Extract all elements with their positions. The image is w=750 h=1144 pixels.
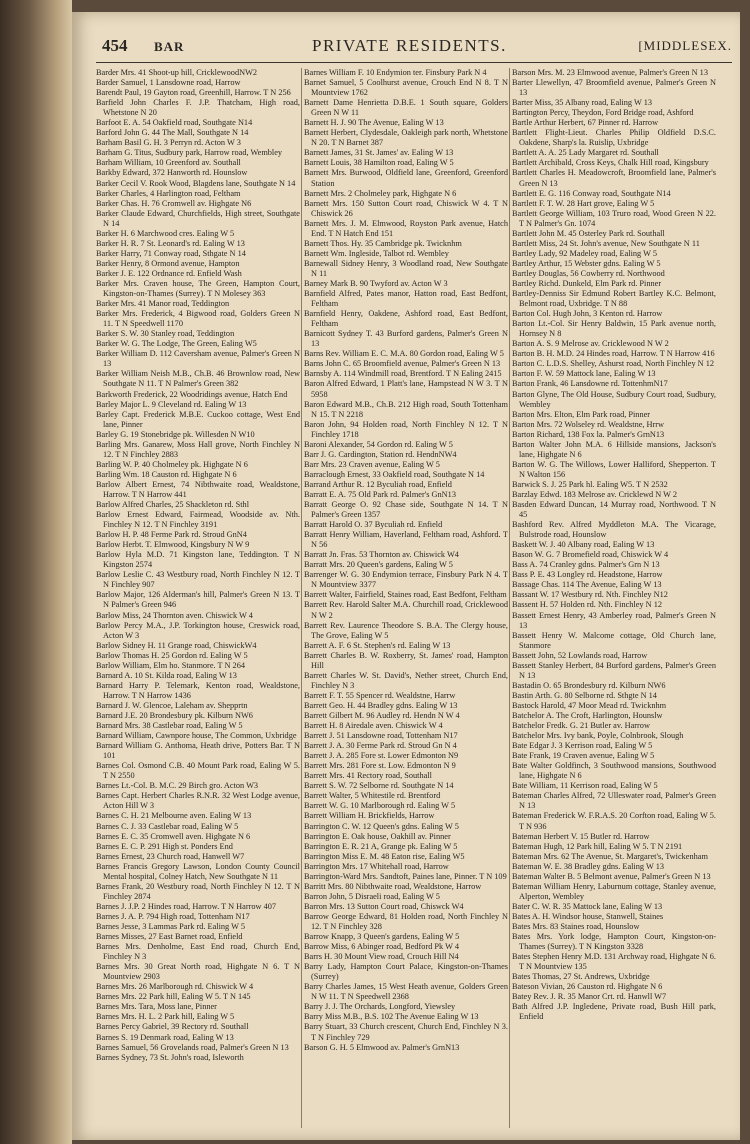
directory-entry: Barley G. 19 Stonebridge pk. Willesden N W10 bbox=[96, 429, 255, 439]
directory-entry: Bate Walter Goldfinch, 3 Southwood mansions, Southwood lane, Highgate N 6 bbox=[512, 761, 716, 781]
directory-entry: Barlow William, Elm ho. Stanmore. T N 264 bbox=[96, 660, 245, 670]
directory-entry: Bateman Herbert V. 15 Butler rd. Harrow bbox=[512, 831, 650, 841]
column-3 bbox=[512, 68, 716, 1132]
directory-entry: Barnett Mrs. 2 Cholmeley park, Highgate N 6 bbox=[304, 188, 457, 198]
directory-entry: Barrett Mrs. 41 Rectory road, Southall bbox=[304, 771, 432, 781]
directory-entry: Barendt Paul, 19 Gayton road, Greenhill, Harrow. T N 256 bbox=[96, 88, 291, 98]
directory-entry: Barker Mrs. 41 Manor road, Teddington bbox=[96, 299, 230, 309]
directory-entry: Barnes J. A. P. 794 High road, Tottenham N17 bbox=[96, 911, 250, 921]
directory-entry: Barratt Jn. Fras. 53 Thornton av. Chiswick W4 bbox=[304, 550, 459, 560]
directory-entry: Barnes Lt.-Col. B. M.C. 29 Birch gro. Acton W3 bbox=[96, 781, 259, 791]
directory-entry: Barnett Mrs. 150 Sutton Court road, Chiswick W 4. T N Chiswick 26 bbox=[304, 198, 508, 218]
directory-entry: Barker Henry, 8 Ormond avenue, Hampton bbox=[96, 258, 240, 268]
directory-entry: Barnes Jesse, 3 Lammas Park rd. Ealing W 5 bbox=[96, 921, 246, 931]
directory-entry: Barwick S. J. 25 Park hl. Ealing W5. T N 2532 bbox=[512, 479, 668, 489]
directory-entry: Barfoot E. A. 54 Oakfield road, Southgate N14 bbox=[96, 118, 253, 128]
directory-entry: Barnard William, Cawnpore house, The Common, Uxbridge bbox=[96, 731, 297, 741]
directory-entry: Barrow Knapp, 3 Queen's gardens, Ealing W 5 bbox=[304, 932, 460, 942]
directory-entry: Bartley-Denniss Sir Edmund Robert Bartley K.C. Belmont, Belmont road, Uxbridge. T N 88 bbox=[512, 289, 716, 309]
directory-entry: Bateson Vivian, 26 Causton rd. Highgate N 6 bbox=[512, 982, 663, 992]
directory-entry: Barnard Harry P. Telemark, Kenton road, Wealdstone, Harrow. T N Harrow 1436 bbox=[96, 680, 300, 700]
directory-entry: Barnett Thos. Hy. 35 Cambridge pk. Twicknhm bbox=[304, 238, 462, 248]
directory-entry: Bartlett A. A. 25 Lady Margaret rd. Southall bbox=[512, 148, 659, 158]
directory-entry: Batchelor Fredk. G. 21 Butler av. Harrow bbox=[512, 721, 650, 731]
directory-entry: Barker Mrs. Craven house, The Green, Hampton Court, Kingston-on-Thames (Surrey). T N Molesey 363 bbox=[96, 278, 300, 299]
directory-entry: Barham Basil G. H. 3 Perryn rd. Acton W 3 bbox=[96, 138, 241, 148]
directory-entry: Barnes Mrs. H. L. 2 Park hill, Ealing W 5 bbox=[96, 1012, 235, 1022]
directory-entry: Barton Mrs. Elton, Elm Park road, Pinner bbox=[512, 409, 651, 419]
directory-entry: Barker Claude Edward, Churchfields, High street, Southgate N 14 bbox=[96, 208, 300, 228]
directory-entry: Bate Edgar J. 3 Kerrison road, Ealing W 5 bbox=[512, 741, 653, 751]
directory-entry: Barker Charles, 4 Harlington road, Feltham bbox=[96, 188, 241, 198]
directory-entry: Barraclough Ernest, 33 Oakfield road, Southgate N 14 bbox=[304, 469, 485, 479]
directory-entry: Bateman Charles Alfred, 72 Ulleswater road, Palmer's Green N 13 bbox=[512, 791, 716, 811]
directory-entry: Barrand Arthur R. 12 Byculiah road, Enfield bbox=[304, 479, 452, 489]
page-county: [MIDDLESEX. bbox=[638, 38, 732, 53]
directory-entry: Barrenger W. G. 30 Endymion terrace, Finsbury Park N 4. T N Mountview 3377 bbox=[304, 570, 508, 590]
directory-page bbox=[72, 12, 740, 1140]
directory-entry: Baskett W. J. 40 Albany road, Ealing W 13 bbox=[512, 540, 655, 550]
directory-entry: Barrow Miss, 6 Abinger road, Bedford Pk W 4 bbox=[304, 942, 460, 952]
directory-entry: Bastin Arth. G. 80 Selborne rd. Sthgte N 14 bbox=[512, 690, 657, 700]
directory-entry: Barton Walter John M.A. 6 Hillside mansions, Jackson's lane, Highgate N 6 bbox=[512, 439, 716, 459]
directory-entry: Barton Mrs. 72 Wolseley rd. Wealdstne, Hrrw bbox=[512, 419, 665, 429]
directory-entry: Bass P. E. 43 Longley rd. Headstone, Harrow bbox=[512, 570, 663, 580]
directory-entry: Barnard A. 10 St. Kilda road, Ealing W 13 bbox=[96, 670, 237, 680]
directory-entry: Barron Mrs. 13 Sutton Court road, Chiswck W4 bbox=[304, 901, 464, 911]
directory-entry: Barnes Mrs. 22 Park hill, Ealing W 5. T N 145 bbox=[96, 992, 251, 1002]
column-2 bbox=[304, 68, 508, 1132]
directory-entry: Barnett Herbert, Clydesdale, Oakleigh park north, Whetstone N 20. T N Barnet 387 bbox=[304, 128, 508, 148]
directory-entry: Barnes Mrs. Tara, Moss lane, Pinner bbox=[96, 1002, 217, 1012]
directory-entry: Barnett H. J. 90 The Avenue, Ealing W 13 bbox=[304, 118, 444, 128]
directory-entry: Barnicott Sydney T. 43 Burford gardens, Palmer's Green N 13 bbox=[304, 329, 508, 349]
directory-entry: Baron John, 94 Holden road, North Finchley N 12. T N Finchley 1718 bbox=[304, 419, 508, 439]
directory-entry: Barzlay Edwd. 183 Melrose av. Cricklewd N W 2 bbox=[512, 489, 678, 499]
directory-entry: Barrett Charles W. St. David's, Nether street, Church End, Finchley N 3 bbox=[304, 670, 508, 690]
directory-entry: Barnett Dame Henrietta D.B.E. 1 South square, Golders Green N W 11 bbox=[304, 98, 508, 118]
directory-entry: Barley Capt. Frederick M.B.E. Cuckoo cottage, West End lane, Pinner bbox=[96, 409, 300, 429]
directory-entry: Barson G. H. 5 Elmwood av. Palmer's GrnN13 bbox=[304, 1042, 460, 1052]
directory-entry: Bartlett John M. 45 Osterley Park rd. Southall bbox=[512, 228, 665, 238]
directory-entry: Bates Mrs. 83 Staines road, Hounslow bbox=[512, 921, 640, 931]
directory-entry: Bath Alfred J.P. Ingledene, Private road, Bush Hill park, Enfield bbox=[512, 1002, 716, 1022]
directory-entry: Barnsby A. 114 Windmill road, Brentford. T N Ealing 2415 bbox=[304, 369, 502, 379]
directory-entry: Barker Chas. H. 76 Cromwell av. Highgate N6 bbox=[96, 198, 252, 208]
directory-entry: Barnes Misses, 27 East Barnet road, Enfield bbox=[96, 932, 243, 942]
directory-entry: Barnett Mrs. J. M. Elmwood, Royston Park avenue, Hatch End. T N Hatch End 151 bbox=[304, 218, 508, 238]
directory-entry: Bate William, 11 Kerrison road, Ealing W 5 bbox=[512, 781, 658, 791]
directory-entry: Barnes J. J.P. 2 Hindes road, Harrow. T N Harrow 407 bbox=[96, 901, 277, 911]
directory-entry: Barnfield Henry, Oakdene, Ashford road, East Bedfont, Feltham bbox=[304, 309, 508, 329]
directory-entry: Barrett Mrs. 281 Fore st. Low. Edmonton N 9 bbox=[304, 761, 456, 771]
directory-entry: Barlow Hyla M.D. 71 Kingston lane, Teddington. T N Kingston 2574 bbox=[96, 550, 300, 570]
directory-entry: Barrington E. Oak house, Oakhill av. Pinner bbox=[304, 831, 451, 841]
directory-entry: Barnes Mrs. 26 Marlborough rd. Chiswick W 4 bbox=[96, 982, 254, 992]
directory-entry: Bates Stephen Henry M.D. 131 Archway road, Highgate N 6. T N Mountview 135 bbox=[512, 952, 716, 972]
directory-entry: Barnes Capt. Herbert Charles R.N.R. 32 West Lodge avenue, Acton Hill W 3 bbox=[96, 791, 300, 811]
directory-entry: Barrett William H. Brickfields, Harrow bbox=[304, 811, 435, 821]
directory-entry: Basden Edward Duncan, 14 Murray road, Northwood. T N 45 bbox=[512, 500, 716, 520]
directory-entry: Barley Major L. 9 Cleveland rd. Ealing W 13 bbox=[96, 399, 247, 409]
directory-entry: Barder Samuel, 1 Lansdowne road, Harrow bbox=[96, 78, 241, 88]
directory-entry: Bartlett F. T. W. 28 Hart grove, Ealing W 5 bbox=[512, 198, 655, 208]
directory-entry: Barnes Mrs. Denholme, East End road, Church End, Finchley N 3 bbox=[96, 942, 300, 962]
directory-entry: Bartle Arthur Herbert, 67 Pinner rd. Harrow bbox=[512, 118, 659, 128]
directory-entry: Barker H. 6 Marchwood cres. Ealing W 5 bbox=[96, 228, 235, 238]
directory-entry: Barnes E. C. P. 291 High st. Ponders End bbox=[96, 841, 233, 851]
directory-entry: Barling Mrs. Ganarew, Moss Hall grove, North Finchley N 12. T N Finchley 2883 bbox=[96, 439, 300, 459]
directory-entry: Barnes William F. 10 Endymion ter. Finsbury Park N 4 bbox=[304, 68, 487, 77]
directory-entry: Barnard Mrs. 38 Castlebar road, Ealing W 5 bbox=[96, 721, 243, 731]
directory-entry: Barry Lady, Hampton Court Palace, Kingston-on-Thames (Surrey) bbox=[304, 962, 508, 982]
column-1 bbox=[96, 68, 300, 1132]
directory-entry: Barker Mrs. Frederick, 4 Bigwood road, Golders Green N 11. T N Speedwell 1170 bbox=[96, 309, 300, 329]
directory-entry: Barry Stuart, 33 Church crescent, Church End, Finchley N 3. T N Finchley 729 bbox=[304, 1022, 508, 1042]
directory-entry: Barnes E. C. 35 Cromwell aven. Highgate N 6 bbox=[96, 831, 251, 841]
page-abbreviation: BAR bbox=[154, 39, 185, 54]
directory-entry: Barlow Sidney H. 11 Grange road, ChiswickW4 bbox=[96, 640, 257, 650]
directory-entry: Barrington Miss E. M. 48 Eaton rise, Ealing W5 bbox=[304, 851, 465, 861]
directory-entry: Bastadin O. 65 Brondesbury rd. Kilburn NW6 bbox=[512, 680, 666, 690]
directory-entry: Bartlett E. G. 116 Conway road, Southgate N14 bbox=[512, 188, 671, 198]
directory-entry: Bastock Harold, 47 Moor Mead rd. Twicknhm bbox=[512, 700, 667, 710]
directory-entry: Barton A. S. 9 Melrose av. Cricklewood N W 2 bbox=[512, 339, 669, 349]
directory-entry: Barratt George O. 92 Chase side, Southgate N 14. T N Palmer's Green 1357 bbox=[304, 500, 508, 520]
column-divider bbox=[509, 68, 510, 1128]
directory-entry: Bassett Henry W. Malcome cottage, Old Church lane, Stanmore bbox=[512, 630, 716, 650]
directory-entry: Barnewall Sidney Henry, 3 Woodland road, New Southgate N 11 bbox=[304, 258, 508, 278]
directory-entry: Bashford Rev. Alfred Myddleton M.A. The Vicarage, Bulstrode road, Hounslow bbox=[512, 520, 716, 540]
directory-entry: Barnett James, 31 St. James' av. Ealing W 13 bbox=[304, 148, 454, 158]
directory-entry: Bates Thomas, 27 St. Andrews, Uxbridge bbox=[512, 972, 650, 982]
directory-entry: Barr J. G. Cardington, Station rd. HendnNW4 bbox=[304, 449, 457, 459]
directory-entry: Barkworth Frederick, 22 Woodridings avenue, Hatch End bbox=[96, 389, 288, 399]
directory-entry: Baron Edward M.B., Ch.B. 212 High road, South Tottenham N 15. T N 2218 bbox=[304, 399, 508, 419]
directory-entry: Barney Mark B. 90 Twyford av. Acton W 3 bbox=[304, 278, 448, 288]
directory-entry: Barnes Samuel, 56 Grovelands road, Palmer's Green N 13 bbox=[96, 1042, 289, 1052]
directory-entry: Barrington-Ward Mrs. Sandtoft, Paines lane, Pinner. T N 109 bbox=[304, 871, 507, 881]
directory-entry: Barlow Ernest Edward, Fairmead, Woodside av. Nth. Finchley N 12. T N Finchley 3191 bbox=[96, 510, 300, 530]
directory-entry: Barnes Francis Gregory Lawson, London County Council Mental hospital, Colney Hatch, New Southgate N 11 bbox=[96, 861, 300, 881]
directory-entry: Barrett F. T. 55 Spencer rd. Wealdstne, Harrw bbox=[304, 690, 456, 700]
directory-entry: Barnes Ernest, 23 Church road, Hanwell W7 bbox=[96, 851, 245, 861]
directory-entry: Bass A. 74 Cranley gdns. Palmer's Grn N 13 bbox=[512, 560, 660, 570]
directory-entry: Barrett Rev. Harold Salter M.A. Churchill road, Cricklewood N W 2 bbox=[304, 600, 508, 620]
directory-entry: Barron John, 5 Disraeli road, Ealing W 5 bbox=[304, 891, 440, 901]
directory-entry: Barrett Geo. H. 44 Bradley gdns. Ealing W 13 bbox=[304, 700, 458, 710]
directory-entry: Bason W. G. 7 Bromefield road, Chiswick W 4 bbox=[512, 550, 669, 560]
directory-entry: Bartley Douglas, 56 Cowberry rd. Northwood bbox=[512, 268, 665, 278]
directory-entry: Barrett S. W. 72 Selborne rd. Southgate N 14 bbox=[304, 781, 454, 791]
directory-entry: Barratt Mrs. 20 Queen's gardens, Ealing W 5 bbox=[304, 560, 453, 570]
directory-entry: Barrett Rev. Laurence Theodore S. B.A. The Clergy house, The Grove, Ealing W 5 bbox=[304, 620, 508, 640]
directory-entry: Barford John G. 44 The Mall, Southgate N 14 bbox=[96, 128, 249, 138]
directory-entry: Barnes Col. Osmond C.B. 40 Mount Park road, Ealing W 5. T N 2550 bbox=[96, 761, 300, 781]
directory-entry: Barlow Thomas H. 25 Gordon rd. Ealing W 5 bbox=[96, 650, 248, 660]
directory-entry: Barton Richard, 138 Fox la. Palmer's GrnN13 bbox=[512, 429, 665, 439]
directory-entry: Barker William Neish M.B., Ch.B. 46 Brownlow road, New Southgate N 11. T N Palmer's Green 382 bbox=[96, 369, 300, 389]
directory-entry: Barnes C. J. 33 Castlebar road, Ealing W 5 bbox=[96, 821, 239, 831]
directory-entry: Barrett A. F. 6 St. Stephen's rd. Ealing W 13 bbox=[304, 640, 451, 650]
directory-entry: Bateman Frederick W. F.R.A.S. 20 Corfton road, Ealing W 5. T N 936 bbox=[512, 811, 716, 831]
directory-entry: Barlow Percy M.A., J.P. Torkington house, Creswick road, Acton W 3 bbox=[96, 620, 300, 640]
directory-entry: Bartley Arthur, 15 Webster gdns. Ealing W 5 bbox=[512, 258, 661, 268]
directory-entry: Barton B. H. M.D. 24 Hindes road, Harrow. T N Harrow 416 bbox=[512, 349, 715, 359]
directory-entry: Bartlett George William, 103 Truro road, Wood Green N 22. T N Palmer's Gn. 1074 bbox=[512, 208, 716, 228]
directory-entry: Barter Llewellyn, 47 Broomfield avenue, Palmer's Green N 13 bbox=[512, 78, 716, 98]
directory-entry: Barnett Mrs. Burwood, Oldfield lane, Greenford, Greenford Station bbox=[304, 168, 508, 188]
directory-entry: Barns Rev. William E. C. M.A. 80 Gordon road, Ealing W 5 bbox=[304, 349, 504, 359]
directory-entry: Bassage Chas. 114 The Avenue, Ealing W 13 bbox=[512, 580, 662, 590]
directory-entry: Barrs H. 30 Mount View road, Crouch Hill N4 bbox=[304, 952, 459, 962]
directory-entry: Bartlett Flight-Lieut. Charles Philip Oldfield D.S.C. Oakdene, Sharp's la. Ruislip, Uxbridge bbox=[512, 128, 716, 148]
directory-entry: Barrett J. A. 30 Ferme Park rd. Stroud Gn N 4 bbox=[304, 741, 457, 751]
directory-entry: Barham G. Titus, Sudbury park, Harrow road, Wembley bbox=[96, 148, 283, 158]
directory-entry: Bartley Richd. Dunkeld, Elm Park rd. Pinner bbox=[512, 278, 662, 288]
directory-entry: Batchelor A. The Croft, Harlington, Hounslw bbox=[512, 711, 663, 720]
directory-entry: Bateman Hugh, 12 Park hill, Ealing W 5. T N 2191 bbox=[512, 841, 683, 851]
directory-entry: Bateman W. E. 38 Bradley gdns. Ealing W 13 bbox=[512, 861, 665, 871]
page-number: 454 bbox=[102, 36, 128, 55]
directory-entry: Barton Frank, 46 Lansdowne rd. TottenhmN17 bbox=[512, 379, 668, 389]
directory-entry: Barns John C. 65 Broomfield avenue, Palmer's Green N 13 bbox=[304, 359, 501, 369]
directory-entry: Bates Mrs. York lodge, Hampton Court, Kingston-on-Thames (Surrey). T N Kingston 3328 bbox=[512, 932, 716, 952]
directory-entry: Bassent H. 57 Holden rd. Nth. Finchley N 12 bbox=[512, 600, 663, 610]
directory-entry: Batey Rev. J. R. 35 Manor Crt. rd. Hanwll W7 bbox=[512, 992, 667, 1002]
directory-entry: Barnett Wm. Ingleside, Talbot rd. Wembley bbox=[304, 248, 449, 258]
directory-entry: Barnard J.E. 20 Brondesbury pk. Kilburn NW6 bbox=[96, 711, 253, 720]
directory-entry: Barker S. W. 30 Stanley road, Teddington bbox=[96, 329, 235, 339]
directory-entry: Bartington Percy, Theydon, Ford Bridge road, Ashford bbox=[512, 108, 694, 118]
directory-entry: Barlow Albert Ernest, 74 Nibthwaite road, Wealdstone, Harrow. T N Harrow 441 bbox=[96, 479, 300, 499]
directory-entry: Barlow Miss, 24 Thornton aven. Chiswick W 4 bbox=[96, 610, 253, 620]
book-spine-shadow bbox=[0, 0, 72, 1144]
directory-entry: Barton W. G. The Willows, Lower Halliford, Shepperton. T N Walton 156 bbox=[512, 459, 716, 479]
directory-entry: Bartlett Archibald, Cross Keys, Chalk Hill road, Kingsbury bbox=[512, 158, 709, 168]
directory-entry: Barson Mrs. M. 23 Elmwood avenue, Palmer's Green N 13 bbox=[512, 68, 708, 77]
directory-entry: Barlow Alfred Charles, 25 Shackleton rd. Sthl bbox=[96, 500, 250, 510]
directory-entry: Batchelor Mrs. Ivy bank, Poyle, Colnbrook, Slough bbox=[512, 731, 684, 741]
directory-entry: Barrington Mrs. 17 Whitehall road, Harrow bbox=[304, 861, 449, 871]
directory-entry: Barnes Percy Gabriel, 39 Rectory rd. Southall bbox=[96, 1022, 249, 1032]
directory-entry: Barratt E. A. 75 Old Park rd. Palmer's GnN13 bbox=[304, 489, 456, 499]
directory-entry: Barratt Henry William, Haverland, Feltham road, Ashford. T N 56 bbox=[304, 530, 508, 550]
directory-entry: Barlow Herbt. T. Elmwood, Kingsbury N W 9 bbox=[96, 540, 250, 550]
directory-entry: Bartlett Charles H. Meadowcroft, Broomfield lane, Palmer's Green N 13 bbox=[512, 168, 716, 188]
directory-entry: Bassant W. 17 Westbury rd. Nth. Finchley N12 bbox=[512, 590, 668, 600]
directory-entry: Barrett Walter, Fairfield, Staines road, East Bedfont, Feltham bbox=[304, 590, 507, 600]
directory-entry: Barrett Walter, 5 Whitestile rd. Brentford bbox=[304, 791, 441, 801]
directory-entry: Bates A. H. Windsor house, Stanwell, Staines bbox=[512, 911, 664, 921]
directory-entry: Barrett J. 51 Lansdowne road, Tottenham N17 bbox=[304, 731, 458, 741]
directory-entry: Bassett Stanley Herbert, 84 Burford gardens, Palmer's Green N 13 bbox=[512, 660, 716, 680]
directory-entry: Barton Glyne, The Old House, Sudbury Court road, Sudbury, Wembley bbox=[512, 389, 716, 409]
directory-entry: Bassett Ernest Henry, 43 Amberley road, Palmer's Green N 13 bbox=[512, 610, 716, 630]
page-header bbox=[102, 34, 732, 62]
directory-entry: Barrett J. A. 285 Fore st. Lower Edmonton N9 bbox=[304, 751, 459, 761]
directory-entry: Barrett Gilbert M. 96 Audley rd. Hendn N W 4 bbox=[304, 711, 460, 720]
directory-entry: Barry Charles James, 15 West Heath avenue, Golders Green N W 11. T N Speedwell 2368 bbox=[304, 982, 508, 1002]
directory-entry: Barnet Samuel, 5 Coolhurst avenue, Crouch End N 8. T N Mountview 1762 bbox=[304, 78, 508, 98]
directory-entry: Barter Miss, 35 Albany road, Ealing W 13 bbox=[512, 98, 653, 108]
directory-entry: Barnard J. W. Glencoe, Laleham av. Shepprtn bbox=[96, 700, 248, 710]
directory-entry: Barnes Frank, 20 Westbury road, North Finchley N 12. T N Finchley 2874 bbox=[96, 881, 300, 901]
directory-entry: Barnes Sydney, 73 St. John's road, Isleworth bbox=[96, 1052, 244, 1062]
directory-entry: Barrow George Edward, 81 Holden road, North Finchley N 12. T N Finchley 328 bbox=[304, 911, 508, 931]
directory-entry: Bateman Mrs. 62 The Avenue, St. Margaret's, Twickenham bbox=[512, 851, 708, 861]
directory-entry: Barnes Mrs. 30 Great North road, Highgate N 6. T N Mountview 2903 bbox=[96, 962, 300, 982]
directory-entry: Barling W. P. 40 Cholmeley pk. Highgate N 6 bbox=[96, 459, 248, 469]
directory-entry: Barton C. L.D.S. Shelley, Ashurst road, North Finchley N 12 bbox=[512, 359, 715, 369]
directory-entry: Barling Wm. 18 Causton rd. Highgate N 6 bbox=[96, 469, 237, 479]
directory-entry: Barry Miss M.B., B.S. 102 The Avenue Ealing W 13 bbox=[304, 1012, 479, 1022]
directory-entry: Barrett W. G. 10 Marlborough rd. Ealing W 5 bbox=[304, 801, 456, 811]
directory-entry: Barder Mrs. 41 Shoot-up hill, CricklewoodNW2 bbox=[96, 68, 258, 77]
directory-entry: Barlow Major, 126 Alderman's hill, Palmer's Green N 13. T N Palmer's Green 946 bbox=[96, 590, 300, 610]
directory-entry: Barr Mrs. 23 Craven avenue, Ealing W 5 bbox=[304, 459, 440, 469]
directory-entry: Barry J. J. The Orchards, Longford, Yiewsley bbox=[304, 1002, 456, 1012]
directory-entry: Barritt Mrs. 80 Nibthwaite road, Wealdstone, Harrow bbox=[304, 881, 482, 891]
directory-entry: Barrett Charles B. W. Roxberry, St. James' road, Hampton Hill bbox=[304, 650, 508, 670]
directory-entry: Bate Frank, 19 Craven avenue, Ealing W 5 bbox=[512, 751, 655, 761]
directory-entry: Bartlett Miss, 24 St. John's avenue, New Southgate N 11 bbox=[512, 238, 700, 248]
directory-entry: Bassett John, 52 Lowlands road, Harrow bbox=[512, 650, 648, 660]
directory-entry: Baron Alfred Edward, 1 Platt's lane, Hampstead N W 3. T N 5958 bbox=[304, 379, 508, 399]
directory-entry: Barratt Harold O. 37 Byculiah rd. Enfield bbox=[304, 520, 443, 530]
directory-entry: Barrington C. W. 12 Queen's gdns. Ealing W 5 bbox=[304, 821, 459, 831]
directory-entry: Barker J. E. 122 Ordnance rd. Enfield Wash bbox=[96, 268, 242, 278]
directory-entry: Bateman Walter B. 5 Belmont avenue, Palmer's Green N 13 bbox=[512, 871, 711, 881]
directory-entry: Barrett H. 8 Airedale aven. Chiswick W 4 bbox=[304, 721, 443, 731]
directory-entry: Barker W. G. The Lodge, The Green, Ealing W5 bbox=[96, 339, 257, 349]
directory-entry: Barlow H. P. 48 Ferme Park rd. Stroud GnN4 bbox=[96, 530, 247, 540]
directory-entry: Barnes C. H. 21 Melbourne aven. Ealing W 13 bbox=[96, 811, 252, 821]
directory-entry: Barnard William G. Anthoma, Heath drive, Potters Bar. T N 101 bbox=[96, 741, 300, 761]
directory-entry: Barton Lt.-Col. Sir Henry Baldwin, 15 Park avenue north, Hornsey N 8 bbox=[512, 319, 716, 339]
directory-entry: Barker Harry, 71 Conway road, Sthgate N 14 bbox=[96, 248, 246, 258]
directory-entry: Barlow Leslie C. 43 Westbury road, North Finchley N 12. T N Finchley 907 bbox=[96, 570, 300, 590]
directory-entry: Barham William, 10 Greenford av. Southall bbox=[96, 158, 241, 168]
directory-entry: Barker William D. 112 Caversham avenue, Palmer's Green N 13 bbox=[96, 349, 300, 369]
directory-entry: Barker H. R. 7 St. Leonard's rd. Ealing W 13 bbox=[96, 238, 245, 248]
directory-entry: Barfield John Charles F. J.P. Thatcham, High road, Whetstone N 20 bbox=[96, 98, 300, 118]
directory-entry: Bateman William Henry, Laburnum cottage, Stanley avenue, Alperton, Wembley bbox=[512, 881, 716, 901]
column-divider bbox=[301, 68, 302, 1128]
directory-entry: Barnes S. 19 Denmark road, Ealing W 13 bbox=[96, 1032, 234, 1042]
directory-entry: Bater C. W. R. 35 Mattock lane, Ealing W 13 bbox=[512, 901, 663, 911]
directory-entry: Barnett Louis, 38 Hamilton road, Ealing W 5 bbox=[304, 158, 454, 168]
directory-entry: Barrington E. R. 21 A, Grange pk. Ealing W 5 bbox=[304, 841, 458, 851]
directory-entry: Barnfield Alfred, Pates manor, Hatton road, East Bedfont, Feltham bbox=[304, 289, 508, 309]
directory-entry: Barton F. W. 59 Mattock lane, Ealing W 13 bbox=[512, 369, 656, 379]
page-title: PRIVATE RESIDENTS. bbox=[312, 36, 507, 55]
directory-entry: Barkby Edward, 372 Hanworth rd. Hounslow bbox=[96, 168, 248, 178]
directory-entry: Barton Col. Hugh John, 3 Kenton rd. Harrow bbox=[512, 309, 663, 319]
directory-entry: Baroni Alexander, 54 Gordon rd. Ealing W 5 bbox=[304, 439, 453, 449]
header-rule bbox=[96, 62, 732, 63]
directory-entry: Barker Cecil V. Rook Wood, Blagdens lane, Southgate N 14 bbox=[96, 178, 296, 188]
directory-entry: Bartley Lady, 92 Madeley road, Ealing W 5 bbox=[512, 248, 658, 258]
